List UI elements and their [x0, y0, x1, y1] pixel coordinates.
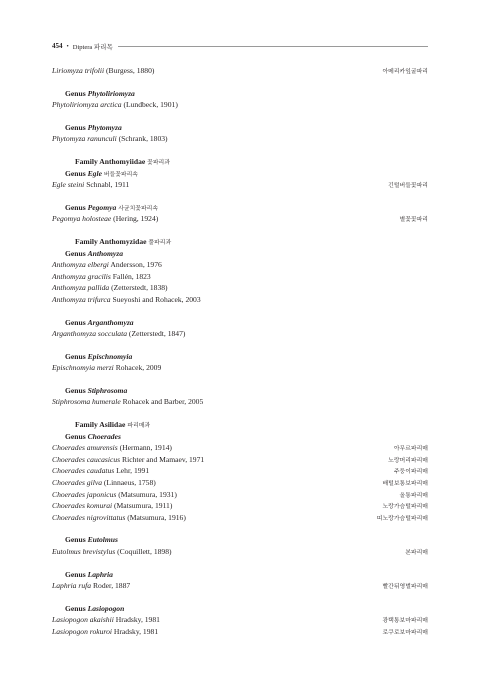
korean-common-name: 주둥이파리매 [393, 469, 428, 476]
species-name-line [52, 133, 168, 145]
species-author: (Lundbeck, 1901) [123, 100, 178, 110]
korean-common-name: 띠노랑가슴털파리매 [376, 515, 428, 522]
species-entry [52, 213, 428, 225]
species-entry [52, 99, 428, 111]
section-gap [52, 523, 428, 534]
species-author: Lehr, 1991 [116, 466, 150, 476]
section-gap [52, 111, 428, 122]
species-author: (Matsumura, 1916) [127, 512, 186, 522]
species-author: (Coquillett, 1898) [117, 547, 172, 556]
korean-common-name: 로쿠로보마파리매 [382, 629, 428, 636]
genus-prefix: Genus [65, 88, 86, 98]
species-entry [52, 294, 428, 306]
species-entry [52, 442, 428, 454]
genus-name: Lasiopogon [87, 603, 125, 613]
species-entry [52, 454, 428, 466]
genus-heading [52, 88, 428, 100]
species-name-line [52, 614, 160, 626]
family-label: Family Anthomyiidae [75, 156, 146, 166]
species-name-line [52, 454, 204, 466]
running-header [52, 40, 428, 52]
species-binomial: Choerades nigrovittatus [52, 512, 126, 522]
species-binomial: Lasiopogon rokuroi [52, 626, 112, 636]
species-author: Schnabl, 1911 [86, 180, 130, 190]
genus-name: Anthomyza [87, 248, 124, 258]
species-author: Richter and Mamaev, 1971 [122, 454, 205, 464]
species-author: Hradsky, 1981 [115, 615, 160, 625]
species-entry [52, 65, 428, 77]
species-author: Rohacek and Barber, 2005 [122, 397, 204, 407]
species-name-line [52, 99, 178, 111]
genus-prefix: Genus [65, 569, 86, 579]
species-list [52, 65, 428, 638]
genus-prefix: Genus [65, 535, 86, 545]
species-entry [52, 489, 428, 501]
korean-common-name: 아무르파리매 [393, 446, 428, 453]
species-name-line [52, 500, 172, 512]
species-entry [52, 179, 428, 191]
header-rule [118, 46, 428, 47]
korean-common-name: 배털보통보파리매 [382, 481, 428, 488]
genus-heading [52, 534, 428, 546]
korean-common-name: 빨간뒤영벌파리매 [382, 584, 428, 591]
section-gap [52, 408, 428, 419]
species-entry [52, 282, 428, 294]
genus-heading [52, 122, 428, 134]
species-name-line [52, 65, 154, 77]
family-korean: 꽃파리과 [147, 159, 170, 166]
species-entry [52, 133, 428, 145]
genus-heading [52, 168, 428, 180]
species-author: (Matsumura, 1931) [118, 489, 177, 499]
species-entry [52, 396, 428, 408]
genus-heading [52, 248, 428, 260]
species-binomial: Choerades japonicus [52, 489, 117, 499]
species-name-line [52, 626, 158, 638]
species-entry [52, 626, 428, 638]
species-author: Sueyoshi and Rohacek, 2003 [112, 294, 201, 304]
genus-name: Stiphrosoma [87, 385, 128, 395]
genus-name: Arganthomyza [87, 317, 134, 327]
genus-name: Pegomya [87, 202, 117, 212]
genus-prefix: Genus [65, 122, 86, 132]
genus-prefix: Genus [65, 248, 86, 258]
genus-name: Phytoliriomyza [87, 88, 135, 98]
species-entry [52, 271, 428, 283]
species-name-line [52, 580, 130, 592]
species-binomial: Stiphrosoma humerale [52, 397, 121, 407]
genus-korean: 사균치꽃파리속 [118, 205, 159, 212]
genus-heading [52, 202, 428, 214]
species-entry [52, 580, 428, 592]
species-binomial: Anthomyza elbergi [52, 260, 109, 270]
genus-name: Eutolmus [87, 535, 118, 545]
species-binomial: Choerades caudatus [52, 466, 115, 476]
section-gap [52, 592, 428, 603]
running-title: Diptera 파리목 [72, 43, 113, 51]
korean-common-name: 올통파리매 [399, 492, 428, 499]
family-label: Family Anthomyzidae [75, 236, 147, 246]
species-binomial: Choerades caucasicus [52, 454, 121, 464]
section-gap [52, 374, 428, 385]
species-name-line [52, 282, 168, 294]
family-heading [52, 156, 428, 168]
species-binomial: Choerades amurensis [52, 443, 118, 453]
species-binomial: Phytoliriomyza arctica [52, 100, 122, 110]
species-entry [52, 259, 428, 271]
genus-name: Phytomyza [87, 122, 122, 132]
page-number: 454 [52, 42, 63, 50]
family-label: Family Asilidae [75, 420, 126, 430]
species-binomial: Choerades gilva [52, 478, 102, 488]
genus-name: Epischnomyia [87, 351, 133, 361]
species-author: (Linnaeus, 1758) [103, 478, 156, 488]
family-heading [52, 236, 428, 248]
species-author: Fallén, 1823 [112, 271, 151, 281]
genus-heading [52, 317, 428, 329]
species-name-line [52, 489, 177, 501]
family-korean: 파리매과 [127, 423, 151, 430]
korean-common-name: 별꽃꽃파리 [399, 217, 428, 224]
species-binomial: Phytomyza ranunculi [52, 134, 117, 144]
species-name-line [52, 396, 203, 408]
genus-prefix: Genus [65, 168, 86, 178]
genus-prefix: Genus [65, 385, 86, 395]
species-entry [52, 512, 428, 524]
species-author: (Hering, 1924) [113, 214, 159, 224]
species-entry [52, 465, 428, 477]
species-name-line [52, 328, 185, 340]
species-author: (Hermann, 1914) [119, 443, 172, 453]
section-gap [52, 558, 428, 569]
species-binomial: Egle steini [52, 180, 85, 190]
species-binomial: Anthomyza gracilis [52, 271, 111, 281]
genus-prefix: Genus [65, 202, 86, 212]
korean-common-name: 광택통보마파리매 [382, 618, 428, 625]
species-binomial: Lasiopogon akaishii [52, 615, 114, 625]
species-binomial: Choerades komurai [52, 501, 113, 511]
species-binomial: Eutolmus brevistylus [52, 547, 116, 556]
species-author: Andersson, 1976 [110, 260, 162, 270]
species-binomial: Liriomyza trifolii [52, 66, 105, 75]
korean-common-name: 본파리매 [405, 550, 428, 556]
section-gap [52, 340, 428, 351]
family-korean: 풀파리과 [148, 239, 172, 246]
genus-korean: 버들꽃파리속 [103, 171, 138, 178]
section-gap [52, 77, 428, 88]
species-binomial: Pegomya holosteae [52, 214, 112, 224]
species-name-line [52, 546, 172, 558]
genus-heading [52, 385, 428, 397]
species-author: (Schrank, 1803) [118, 134, 168, 144]
species-entry [52, 362, 428, 374]
species-name-line [52, 512, 186, 524]
genus-prefix: Genus [65, 317, 86, 327]
genus-name: Choerades [87, 431, 121, 441]
genus-prefix: Genus [65, 351, 86, 361]
genus-prefix: Genus [65, 603, 86, 613]
species-author: (Matsumura, 1911) [114, 501, 173, 511]
species-author: (Burgess, 1880) [106, 66, 155, 75]
species-name-line [52, 465, 149, 477]
species-author: Roder, 1887 [92, 581, 131, 591]
genus-heading [52, 431, 428, 443]
species-binomial: Laphria rufa [52, 581, 92, 591]
species-author: (Zetterstedt, 1838) [111, 283, 168, 293]
species-binomial: Anthomyza pallida [52, 283, 110, 293]
family-heading [52, 419, 428, 431]
section-gap [52, 306, 428, 317]
section-gap [52, 225, 428, 236]
species-name-line [52, 213, 158, 225]
species-name-line [52, 179, 129, 191]
genus-prefix: Genus [65, 431, 86, 441]
species-binomial: Arganthomyza socculata [52, 329, 128, 339]
species-entry [52, 328, 428, 340]
species-entry [52, 614, 428, 626]
species-name-line [52, 477, 156, 489]
species-name-line [52, 362, 161, 374]
genus-name: Egle [87, 168, 102, 178]
species-name-line [52, 259, 162, 271]
korean-common-name: 긴털버들꽃파리 [388, 183, 428, 190]
korean-common-name: 노랑가슴털파리매 [382, 504, 428, 511]
species-name-line [52, 294, 201, 306]
species-author: Hradsky, 1981 [113, 626, 159, 636]
species-entry [52, 500, 428, 512]
genus-heading [52, 603, 428, 615]
species-entry [52, 477, 428, 489]
genus-heading [52, 569, 428, 581]
header-separator: • [66, 42, 69, 50]
species-entry [52, 546, 428, 558]
genus-name: Laphria [87, 569, 113, 579]
korean-common-name: 아메리카잎굴파리 [382, 69, 428, 75]
species-binomial: Epischnomyia merzi [52, 363, 114, 373]
section-gap [52, 145, 428, 156]
species-name-line [52, 271, 151, 283]
species-name-line [52, 442, 172, 454]
species-binomial: Anthomyza trifurca [52, 294, 111, 304]
section-gap [52, 191, 428, 202]
genus-heading [52, 351, 428, 363]
korean-common-name: 노랑머리파리매 [388, 457, 428, 464]
species-author: Rohacek, 2009 [115, 363, 162, 373]
species-author: (Zetterstedt, 1847) [128, 329, 186, 339]
